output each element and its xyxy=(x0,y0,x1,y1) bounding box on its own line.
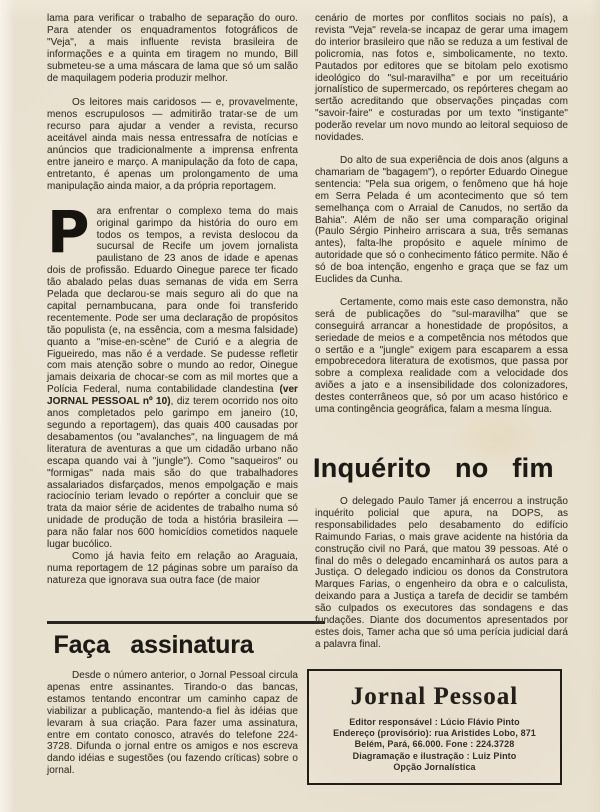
paragraph-garimpo-text-start: ara enfrentar o complexo tema do mais original garimpo da história do ouro em todos os tempos, a revista deslocou da sucursal de Recife um jovem jornalista paulistano de 23 anos de idade e apenas dois de profissão. Eduardo Oinegue parece ter ficado tão abalado pelas duas semanas de vida em Serra Pelada que declarou-se mais seguro ali do que na capital pernambucana, para onde foi transferido recentemente. Pode ser uma declaração de propósitos tão populista (e, na essência, com a mesma falsidade) quanto a "mise-en-scène" de Curió e a alegria de Figueiredo, mas não é a verdade. Se pudesse refletir com mais atenção sobre o mundo ao redor, Oinegue jamais deixaria de chocar-se com as mil mortes que a Polícia Federal, numa contabilidade clandestina xyxy=(47,205,298,396)
paragraph-assinatura: Desde o número anterior, o Jornal Pessoal circula apenas entre assinantes. Tirando-o das bancas, estamos tentando encontrar um caminho capaz de viabilizar a publicação, mantendo-a fiel às idéias que levaram à sua criação. Para fazer uma assinatura, entre em contato conosco, através do telefone 224-3728. Difunda o jornal entre os amigos e nos escreva dando idéias e sugestões (ou fazendo críticas) sobre o jornal. xyxy=(47,670,298,777)
paragraph-lama-continuation: lama para verificar o trabalho de separação do ouro. Para atender os enquadramentos fotográficos de "Veja", a mais influente revista brasileira de informações e a quinta em tiragem no mundo, Bill submeteu-se a uma máscara de lama que só um salão de maquilagem poderia produzir melhor. xyxy=(47,13,298,84)
left-column xyxy=(47,13,298,587)
assinatura-section xyxy=(47,621,298,777)
paragraph-inquerito: O delegado Paulo Tamer já encerrou a instrução inquérito policial que apura, na DOPS, as responsabilidades pelo desabamento do edifício Raimundo Farias, o mais grave acidente na história da construção civil no Pará, que matou 39 pessoas. Até o final do mês o delegado encaminhará os autos para a Justiça. O delegado indiciou os donos da Construtora Marques Farias, o engenheiro da obra e o calculista, deixando para a Justiça a tarefa de decidir se também são culpados os executores das sondagens e das fundações. Diante dos documentos apresentados por estes dois, Tamer acha que só uma perícia judicial dará a palavra final. xyxy=(315,496,568,650)
section-divider-rule xyxy=(47,621,325,624)
drop-cap-letter-p: P xyxy=(47,197,90,266)
masthead-box xyxy=(307,669,562,785)
paragraph-leitores: Os leitores mais caridosos — e, provavelmente, menos escrupulosos — admitirão tratar-se de um recurso para ajudar a vender a revista, recurso aceitável ainda mais nessa entressafra de notícias e anúncios que tradicionalmente a imprensa enfrenta entre janeiro e março. A manipulação da foto de capa, entretanto, é apenas um prolongamento de uma manipulação ainda maior, a da própria reportagem. xyxy=(47,97,298,192)
paragraph-cenario-continuation: cenário de mortes por conflitos sociais no país), a revista "Veja" revela-se incapaz de gerar uma imagem do interior brasileiro que não se reduza a um festival de policromia, nas fotos e, simbolicamente, no texto. Pautados por editores que se bitolam pelo exotismo ideológico do "sul-maravilha" e por um receituário jornalístico de supermercado, os repórteres chegam ao sertão acreditando que observações pinçadas com "savoir-faire" e costuradas por um texto "instigante" poderão revelar um novo mundo ao leitoral sequioso de novidades. xyxy=(315,13,568,144)
masthead-city-phone-line: Belém, Pará, 66.000. Fone : 224.3728 xyxy=(354,739,515,750)
paragraph-certamente: Certamente, como mais este caso demonstra, não será de publicações do "sul-maravilha" que se conseguirá arrancar a honestidade de propósitos, a seriedade de meios e a competência nos métodos que o sertão e a "jungle" exigem para escaparem a essa empobrecedora literatura de exotismos, que passa por sobre a complexa realidade com a velocidade dos aviões a jato e a insensibilidade dos colonizadores, destes conterrâneos que, só por um acaso histórico e uma contingência geográfica, falam a mesma língua. xyxy=(315,296,568,416)
right-column xyxy=(315,13,568,427)
inquerito-no-fim-heading: Inquérito no fim xyxy=(313,453,554,483)
masthead-imprint-line: Opção Jornalística xyxy=(393,761,476,772)
masthead-title: Jornal Pessoal xyxy=(350,683,519,710)
paragraph-araguaia: Como já havia feito em relação ao Araguaia, numa reportagem de 12 páginas sobre um paraíso da natureza que ignorava sua outra face (de maior xyxy=(47,550,298,586)
paragraph-do-alto: Do alto de sua experiência de dois anos (alguns a chamariam de "bagagem"), o repórter Eduardo Oinegue sentencia: "Pela sua origem, o fenômeno que há hoje em Serra Pelada é um acontecimento que só tem semelhança com o Arraial de Canudos, no sertão da Bahia". Além de não ser uma comparação original (Paulo Sérgio Pinheiro arriscara a sua, três semanas antes), falta-lhe propósito e aquele mínimo de autoridade que só o conhecimento fático permite. Não é só de boa intenção, engenho e graça que se faz um Euclides da Cunha. xyxy=(315,154,568,286)
masthead-address-line: Endereço (provisório): rua Aristides Lobo, 871 xyxy=(333,728,536,739)
masthead-editor-line: Editor responsável : Lúcio Flávio Pinto xyxy=(349,717,520,727)
paragraph-garimpo xyxy=(47,197,299,551)
jornal-pessoal-cross-reference: (ver JORNAL PESSOAL nº 10) xyxy=(47,384,298,408)
masthead-design-line: Diagramação e ilustração : Luiz Pinto xyxy=(352,750,517,761)
paragraph-garimpo-text-end: , diz terem ocorrido nos oito anos completados pelo garimpo em janeiro (10, segundo a reportagem), das quais 400 causadas por desabamentos (ou "avalanches", na linguagem de má literatura de aventuras a que um cidadão urbano não escapa quando vai à "jungle"). Como "saqueiros" ou "formigas" nada mais são do que trabalhadores assalariados disfarçados, menos empolgação e mais raciocínio teriam levado o repórter a concluir que se trata da maior série de acidentes de trabalho numa só unidade de produção de toda a história brasileira — para não falar nos 600 homicídios cometidos naquele lugar bucólico. xyxy=(47,396,299,551)
inquerito-section xyxy=(315,453,568,651)
faca-assinatura-heading: Faça assinatura xyxy=(53,631,254,659)
